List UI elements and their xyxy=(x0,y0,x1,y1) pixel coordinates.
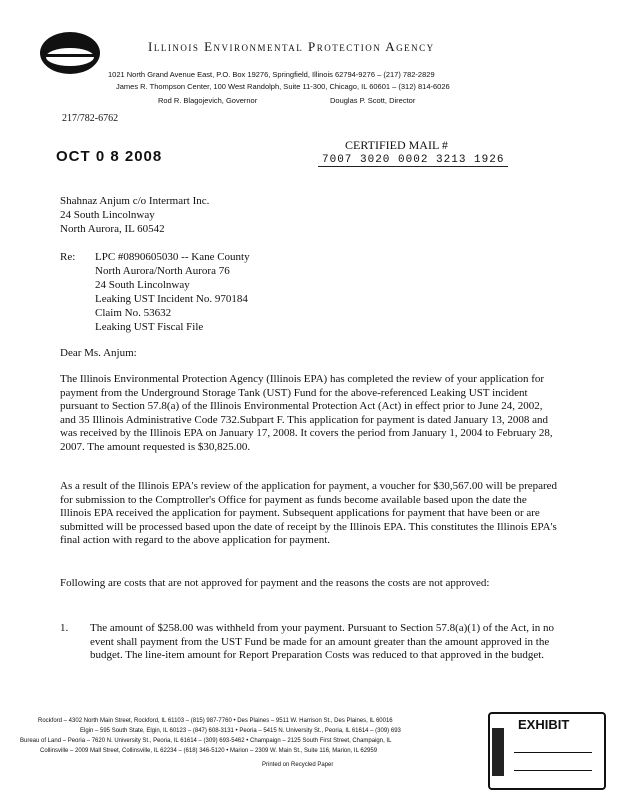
exhibit-blank-line xyxy=(514,752,592,753)
item-number: 1. xyxy=(60,622,69,634)
footer-row-1: Rockford – 4302 North Main Street, Rockford, IL 61103 – (815) 987-7760 • Des Plaines – 9511 W. Harrison St., Des Plaines, IL 60016 xyxy=(38,718,393,724)
item-text: The amount of $258.00 was withheld from your payment. Pursuant to Section 57.8(a)(1) of the Act, in no event shall payment from the UST Fund be made for an amount greater than the amount approved in the budget. The line-item amount for Report Preparation Costs was reduced to that approved in the budget. xyxy=(90,622,555,661)
exhibit-side-strip xyxy=(492,728,504,776)
exhibit-sticker xyxy=(488,712,606,790)
body-paragraph-2: As a result of the Illinois EPA's review of the application for payment, a voucher for $30,567.00 will be prepared for submission to the Comptroller's Office for payment as funds become available based upon the date the Illinois EPA received the application for payment. Subsequent applications for payment that have been or are submitted will be processed based upon the date of receipt by the Illinois EPA. This constitutes the Illinois EPA's final action with regard to the above application for payment. xyxy=(60,480,558,546)
re-line: Leaking UST Incident No. 970184 xyxy=(95,293,248,305)
footer-printed: Printed on Recycled Paper xyxy=(262,762,334,768)
exhibit-blank-line xyxy=(514,770,592,771)
body-paragraph-3: Following are costs that are not approved for payment and the reasons the costs are not approved: xyxy=(60,577,490,589)
letterhead-address-1: 1021 North Grand Avenue East, P.O. Box 19276, Springfield, Illinois 62794-9276 – (217) 782-2829 xyxy=(108,70,435,79)
letterhead-director: Douglas P. Scott, Director xyxy=(330,96,416,105)
recipient-line-2: 24 South Lincolnway xyxy=(60,209,155,221)
footer-row-3: Bureau of Land – Peoria – 7620 N. University St., Peoria, IL 61614 – (309) 693-5462 • Champaign – 2125 South First Street, Champaign, IL xyxy=(20,738,392,744)
re-line: 24 South Lincolnway xyxy=(95,279,190,291)
certified-mail-number: 7007 3020 0002 3213 1926 xyxy=(318,154,508,167)
re-line: LPC #0890605030 -- Kane County xyxy=(95,251,250,263)
recipient-line-1: Shahnaz Anjum c/o Intermart Inc. xyxy=(60,195,210,207)
footer-row-4: Collinsville – 2009 Mall Street, Collinsville, IL 62234 – (618) 346-5120 • Marion – 2309 W. Main St., Suite 116, Marion, IL 62959 xyxy=(40,748,378,754)
salutation: Dear Ms. Anjum: xyxy=(60,347,137,359)
exhibit-label: EXHIBIT xyxy=(518,717,570,732)
agency-seal-logo xyxy=(38,30,102,76)
certified-mail-label: CERTIFIED MAIL # xyxy=(345,138,448,152)
agency-name: Illinois Environmental Protection Agency xyxy=(148,39,435,54)
recipient-line-3: North Aurora, IL 60542 xyxy=(60,223,165,235)
re-label: Re: xyxy=(60,251,76,263)
re-line: Leaking UST Fiscal File xyxy=(95,321,204,333)
letterhead-address-2: James R. Thompson Center, 100 West Randolph, Suite 11-300, Chicago, IL 60601 – (312) 814-6026 xyxy=(116,82,450,91)
footer-row-2: Elgin – 595 South State, Elgin, IL 60123 – (847) 608-3131 • Peoria – 5415 N. University St., Peoria, IL 61614 – (309) 693 xyxy=(80,728,401,734)
date-stamp: OCT 0 8 2008 xyxy=(56,148,163,165)
re-line: North Aurora/North Aurora 76 xyxy=(95,265,230,277)
re-line: Claim No. 53632 xyxy=(95,307,172,319)
letterhead-governor: Rod R. Blagojevich, Governor xyxy=(158,96,258,105)
phone-number: 217/782-6762 xyxy=(62,113,119,124)
body-paragraph-1: The Illinois Environmental Protection Agency (Illinois EPA) has completed the review of your application for payment from the Underground Storage Tank (UST) Fund for the above-referenced Leaking UST incident pursuant to Section 57.8(a) of the Illinois Environmental Protection Act (Act) in effect prior to June 24, 2002, and 35 Illinois Administrative Code 732.Subpart F. This application for payment is dated January 13, 2008 and was received by the Illinois EPA on January 17, 2008. It covers the period from January 1, 2004 to February 28, 2007. The amount requested is $30,825.00. xyxy=(60,373,553,453)
